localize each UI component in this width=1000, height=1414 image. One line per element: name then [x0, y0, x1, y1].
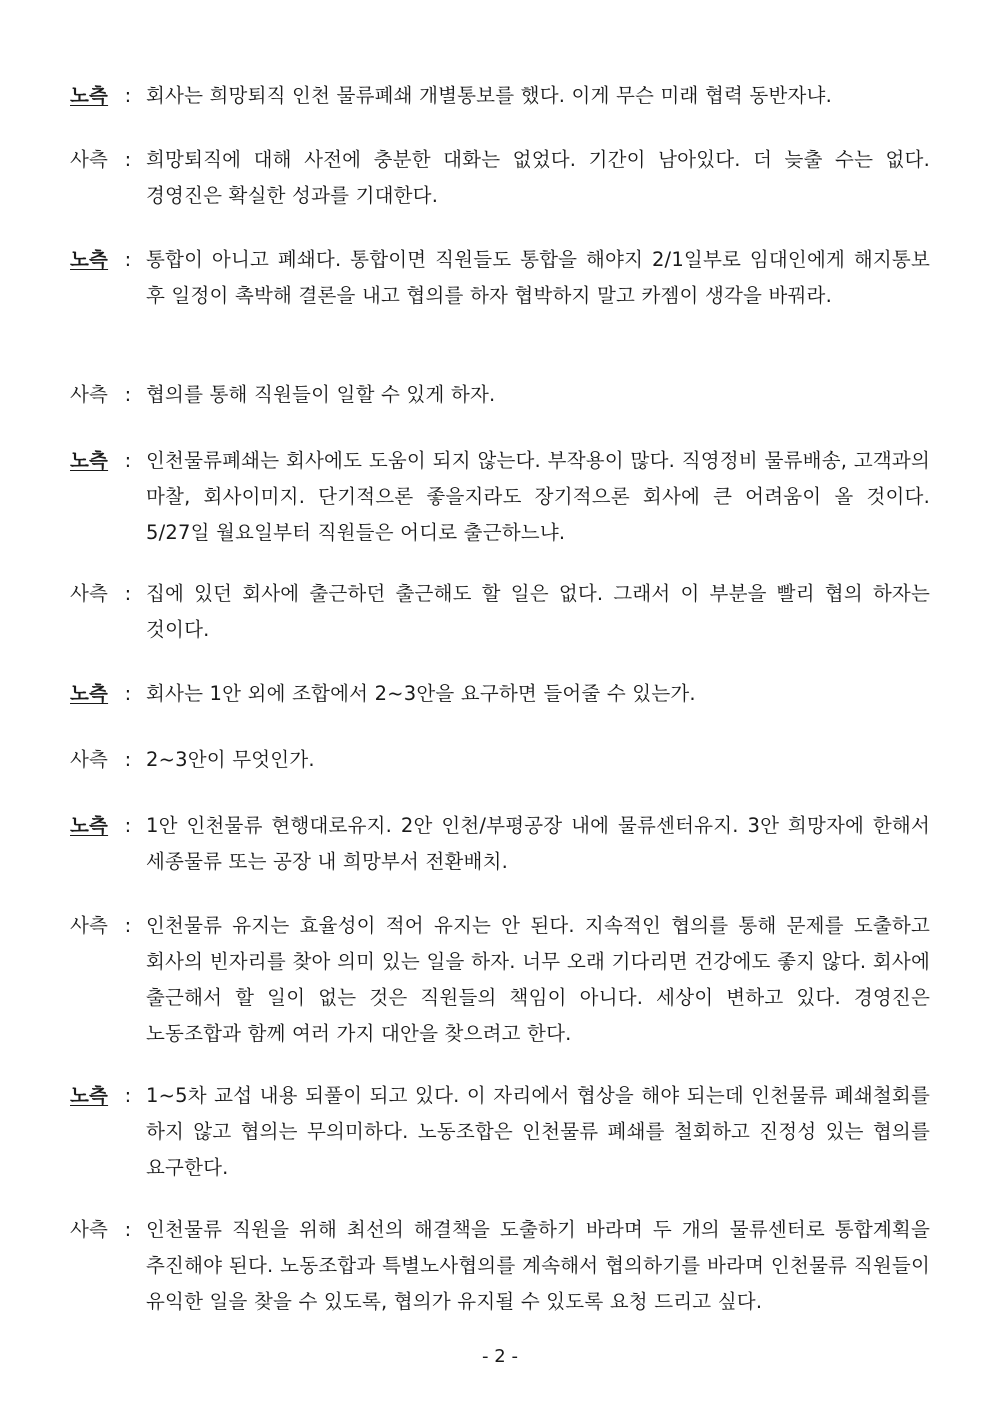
speaker-label: 노측: [70, 84, 109, 107]
speaker-separator: :: [124, 914, 132, 937]
speaker-separator: :: [124, 383, 132, 406]
statement-text: 협의를 통해 직원들이 일할 수 있게 하자.: [146, 383, 496, 406]
speaker-separator: :: [124, 449, 132, 472]
speaker-separator: :: [124, 748, 132, 771]
speaker-label: 노측: [70, 814, 109, 837]
statement-management: [70, 576, 930, 648]
speaker-separator: :: [124, 1084, 132, 1107]
speaker-label: 사측: [70, 148, 109, 171]
page-number: - 2 -: [482, 1346, 518, 1367]
statement-text: 통합이 아니고 폐쇄다. 통합이면 직원들도 통합을 해야지 2/1일부로 임대인에게 해지통보 후 일정이 촉박해 결론을 내고 협의를 하자 협박하지 말고 카젬이 생각을 바꿔라.: [146, 248, 930, 307]
statement-text: 2~3안이 무엇인가.: [146, 748, 315, 771]
speaker-label: 사측: [70, 582, 109, 605]
statement-union: [70, 676, 930, 712]
statement-text: 회사는 1안 외에 조합에서 2~3안을 요구하면 들어줄 수 있는가.: [146, 682, 696, 705]
speaker-label: 노측: [70, 1084, 109, 1107]
speaker-separator: :: [124, 148, 132, 171]
statement-union: [70, 242, 930, 314]
statement-text: 인천물류 유지는 효율성이 적어 유지는 안 된다. 지속적인 협의를 통해 문제를 도출하고 회사의 빈자리를 찾아 의미 있는 일을 하자. 너무 오래 기다리면 건강에도 좋지 않다. 회사에 출근해서 할 일이 없는 것은 직원들의 책임이 아니다. 세상이 변하고 있다. 경영진은 노동조합과 함께 여러 가지 대안을 찾으려고 한다.: [146, 914, 930, 1045]
statement-text: 희망퇴직에 대해 사전에 충분한 대화는 없었다. 기간이 남아있다. 더 늦출 수는 없다. 경영진은 확실한 성과를 기대한다.: [146, 148, 930, 207]
statement-union: [70, 1078, 930, 1186]
speaker-label: 사측: [70, 914, 109, 937]
speaker-label: 사측: [70, 748, 109, 771]
speaker-label: 노측: [70, 248, 109, 271]
speaker-label: 노측: [70, 449, 109, 472]
speaker-separator: :: [124, 582, 132, 605]
statement-management: [70, 908, 930, 1052]
statement-text: 1안 인천물류 현행대로유지. 2안 인천/부평공장 내에 물류센터유지. 3안 희망자에 한해서 세종물류 또는 공장 내 희망부서 전환배치.: [146, 814, 930, 873]
speaker-separator: :: [124, 1218, 132, 1241]
statement-text: 인천물류 직원을 위해 최선의 해결책을 도출하기 바라며 두 개의 물류센터로 통합계획을 추진해야 된다. 노동조합과 특별노사협의를 계속해서 협의하기를 바라며 인천물류 직원들이 유익한 일을 찾을 수 있도록, 협의가 유지될 수 있도록 요청 드리고 싶다.: [146, 1218, 930, 1313]
speaker-separator: :: [124, 814, 132, 837]
statement-union: [70, 443, 930, 551]
statement-management: [70, 142, 930, 214]
statement-text: 집에 있던 회사에 출근하던 출근해도 할 일은 없다. 그래서 이 부분을 빨리 협의 하자는 것이다.: [146, 582, 930, 641]
speaker-separator: :: [124, 682, 132, 705]
speaker-label: 사측: [70, 1218, 109, 1241]
statement-union: [70, 78, 930, 114]
speaker-separator: :: [124, 84, 132, 107]
statement-union: [70, 808, 930, 880]
statement-text: 1~5차 교섭 내용 되풀이 되고 있다. 이 자리에서 협상을 해야 되는데 인천물류 폐쇄철회를 하지 않고 협의는 무의미하다. 노동조합은 인천물류 폐쇄를 철회하고 진정성 있는 협의를 요구한다.: [146, 1084, 930, 1179]
statement-text: 회사는 희망퇴직 인천 물류폐쇄 개별통보를 했다. 이게 무슨 미래 협력 동반자냐.: [146, 84, 832, 107]
statement-management: [70, 377, 930, 413]
statement-text: 인천물류폐쇄는 회사에도 도움이 되지 않는다. 부작용이 많다. 직영정비 물류배송, 고객과의 마찰, 회사이미지. 단기적으론 좋을지라도 장기적으론 회사에 큰 어려움이 올 것이다. 5/27일 월요일부터 직원들은 어디로 출근하느냐.: [146, 449, 930, 544]
statement-management: [70, 742, 930, 778]
speaker-label: 노측: [70, 682, 109, 705]
speaker-separator: :: [124, 248, 132, 271]
speaker-label: 사측: [70, 383, 109, 406]
statement-management: [70, 1212, 930, 1320]
